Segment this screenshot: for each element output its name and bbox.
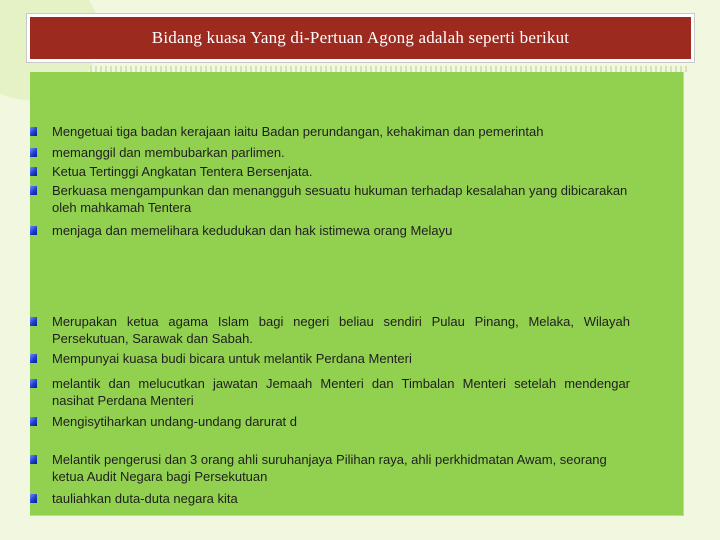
list-item — [52, 222, 630, 239]
list-item — [52, 350, 630, 367]
list-item — [52, 375, 630, 409]
slide-title: Bidang kuasa Yang di-Pertuan Agong adalah seperti berikut — [151, 28, 570, 47]
list-item-text: memanggil dan membubarkan parlimen. — [52, 145, 285, 160]
bullet-icon — [30, 167, 37, 176]
list-item-text: Mengetuai tiga badan kerajaan iaitu Badan perundangan, kehakiman dan pemerintah — [52, 124, 544, 139]
list-item — [52, 451, 630, 485]
bullet-icon — [30, 455, 37, 464]
list-item-text: melantik dan melucutkan jawatan Jemaah Menteri dan Timbalan Menteri setelah mendengar nasihat Perdana Menteri — [52, 376, 630, 408]
list-item — [52, 163, 630, 180]
list-item — [52, 313, 630, 347]
bullet-icon — [30, 127, 37, 136]
bullet-icon — [30, 186, 37, 195]
bullet-icon — [30, 148, 37, 157]
list-item-text: Berkuasa mengampunkan dan menangguh sesuatu hukuman terhadap kesalahan yang dibicarakan oleh mahkamah Tentera — [52, 183, 628, 215]
list-item-text: Merupakan ketua agama Islam bagi negeri beliau sendiri Pulau Pinang, Melaka, Wilayah Persekutuan, Sarawak dan Sabah. — [52, 314, 630, 346]
bullet-icon — [30, 354, 37, 363]
list-item-text: Melantik pengerusi dan 3 orang ahli suruhanjaya Pilihan raya, ahli perkhidmatan Awam, seorang ketua Audit Negara bagi Persekutuan — [52, 452, 607, 484]
bullet-icon — [30, 317, 37, 326]
list-item — [52, 413, 630, 430]
bullet-icon — [30, 494, 37, 503]
list-item-text: Mempunyai kuasa budi bicara untuk melantik Perdana Menteri — [52, 351, 412, 366]
bullet-icon — [30, 417, 37, 426]
bullet-icon — [30, 379, 37, 388]
list-item — [52, 123, 630, 140]
list-item-text: Ketua Tertinggi Angkatan Tentera Bersenjata. — [52, 164, 313, 179]
bullet-icon — [30, 226, 37, 235]
list-item-text: Mengisytiharkan undang-undang darurat d — [52, 414, 298, 429]
list-item — [52, 490, 630, 507]
list-item-text: tauliahkan duta-duta negara kita — [52, 491, 238, 506]
list-item — [52, 182, 630, 216]
title-bar — [27, 14, 694, 62]
list-item-text: menjaga dan memelihara kedudukan dan hak istimewa orang Melayu — [52, 223, 453, 238]
list-item — [52, 144, 630, 161]
